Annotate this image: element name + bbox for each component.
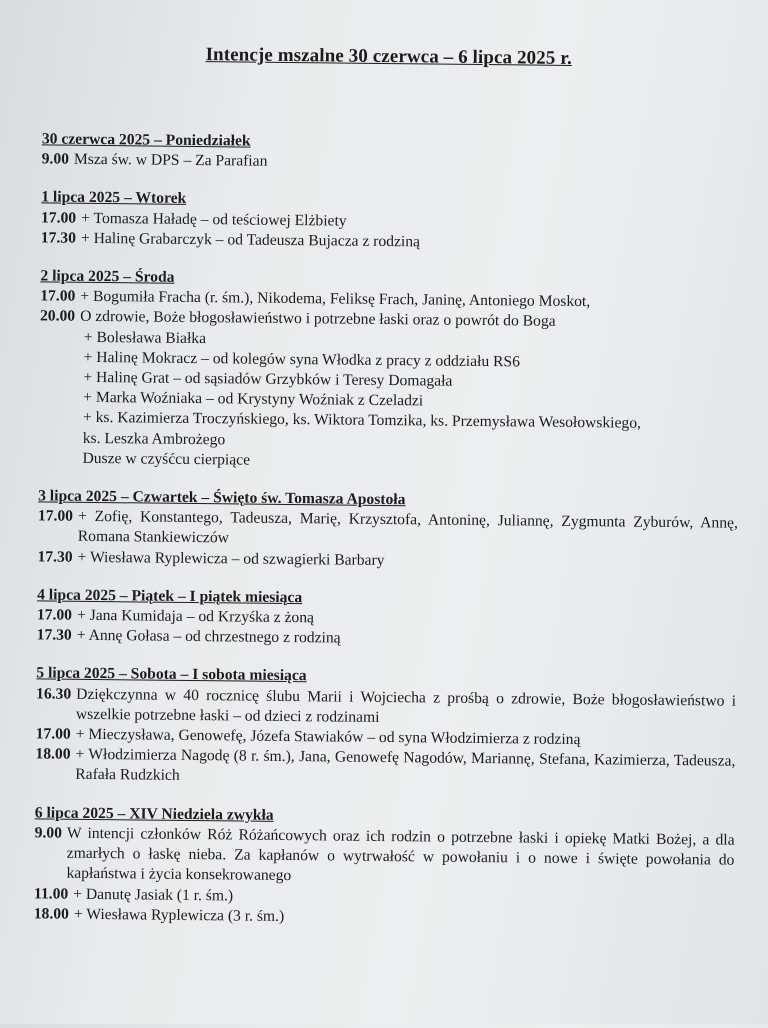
mass-time: 20.00 [39, 307, 76, 326]
intention-text: + Bogumiła Fracha (r. śm.), Nikodema, Feliksę Frach, Janinę, Antoniego Moskot, [80, 288, 591, 311]
page-title: Intencje mszalne 30 czerwca – 6 lipca 2025 r. [205, 44, 573, 69]
mass-time: 17.30 [36, 626, 72, 645]
mass-time: 11.00 [33, 884, 69, 903]
mass-time: 17.00 [40, 209, 77, 227]
intention-subline: + Bolesława Białka [83, 328, 207, 347]
intention-entry [34, 823, 735, 891]
mass-time: 18.00 [35, 745, 71, 764]
mass-time: 16.30 [35, 685, 72, 703]
mass-time: 9.00 [41, 150, 70, 168]
day-section [42, 129, 742, 177]
day-header: 6 lipca 2025 – XIV Niedziela zwykła [34, 804, 274, 824]
intention-subline: Dusze w czyśćcu cierpiące [82, 449, 251, 469]
mass-time: 17.00 [40, 287, 76, 305]
intention-text: + Zofię, Konstantego, Tadeusza, Marię, Krzysztofa, Antoninę, Juliannę, Zygmunta Zyburów, Annę, Romana Stankiewiczów [77, 508, 738, 547]
mass-time: 17.30 [37, 548, 73, 566]
intention-subline: + Marka Woźniaka – od Krystyny Woźniak z Czeladzi [83, 389, 424, 410]
day-section [35, 664, 736, 793]
day-header: 1 lipca 2025 – Wtorek [41, 188, 187, 208]
day-header: 5 lipca 2025 – Sobota – I sobota miesiąca [36, 664, 307, 685]
day-header: 4 lipca 2025 – Piątek – I piątek miesiąca [37, 586, 303, 607]
intention-text: + Halinę Grabarczyk – od Tadeusza Bujacza z rodziną [80, 229, 421, 251]
mass-time: 17.30 [40, 229, 77, 247]
mass-time: 17.00 [37, 507, 74, 525]
intention-text: + Włodzimierza Nagodę (8 r. śm.), Jana, Genowefę Nagodów, Mariannę, Stefana, Kazimierza, Tadeusza, Rafała Rudzkich [75, 746, 736, 785]
intention-text: + Wiesława Ryplewicza – od szwagierki Barbary [77, 548, 385, 569]
day-section [34, 803, 735, 932]
intention-text: O zdrowie, Boże błogosławieństwo i potrzebne łaski oraz o powrót do Boga [80, 308, 556, 331]
intention-entry [35, 745, 735, 793]
intention-subline: + ks. Kazimierza Troczyńskiego, ks. Wiktora Tomzika, ks. Przemysława Wesołowskiego, [82, 409, 642, 433]
intention-text: W intencji członków Róż Różańcowych oraz ich rodzin o potrzebne łaski i opiekę Matki Bożej, a dla zmarłych o łaskę nieba. Za kapłanów o wytrwałość w powołaniu i o nowe i święte powołania do kapłaństwa i życia konsekrowanego [66, 824, 735, 885]
intention-subline: + Halinę Grat – od sąsiadów Grzybków i Teresy Domagała [83, 368, 453, 390]
day-header: 30 czerwca 2025 – Poniedziałek [41, 130, 251, 150]
mass-time: 18.00 [33, 905, 69, 923]
intention-text: + Danutę Jasiak (1 r. śm.) [73, 885, 234, 904]
day-section [38, 266, 740, 475]
intention-subline: ks. Leszka Ambrożego [82, 429, 226, 448]
intention-text: Dziękczynna w 40 rocznicę ślubu Marii i Wojciecha z prośbą o zdrowie, Boże błogosławieństwo i wszelkie potrzebne łaski – od dzieci z rodzinami [75, 685, 737, 726]
intention-text: + Annę Gołasa – od chrzestnego z rodziną [76, 627, 341, 647]
mass-time: 9.00 [34, 824, 63, 842]
intention-text: Msza św. w DPS – Za Parafian [73, 150, 268, 170]
intention-text: + Wiesława Ryplewicza (3 r. śm.) [73, 905, 285, 925]
day-header: 2 lipca 2025 – Środa [40, 267, 175, 286]
intentions-list [33, 129, 741, 949]
mass-time: 17.00 [36, 606, 73, 624]
day-section [41, 188, 742, 256]
mass-time: 17.00 [35, 725, 71, 743]
day-section [37, 585, 738, 653]
intention-subline: + Halinę Mokracz – od kolegów syna Włodka z pracy z oddziału RS6 [83, 348, 521, 371]
day-section [37, 486, 738, 574]
intention-text: + Jana Kumidaja – od Krzyśka z żoną [76, 606, 315, 627]
intention-text: + Tomasza Haładę – od teściowej Elżbiety [81, 209, 347, 230]
day-header: 3 lipca 2025 – Czwartek – Święto św. Tomasza Apostoła [38, 487, 406, 509]
intention-text: + Mieczysława, Genowefę, Józefa Stawiaków – od syna Włodzimierza z rodziną [75, 725, 581, 749]
